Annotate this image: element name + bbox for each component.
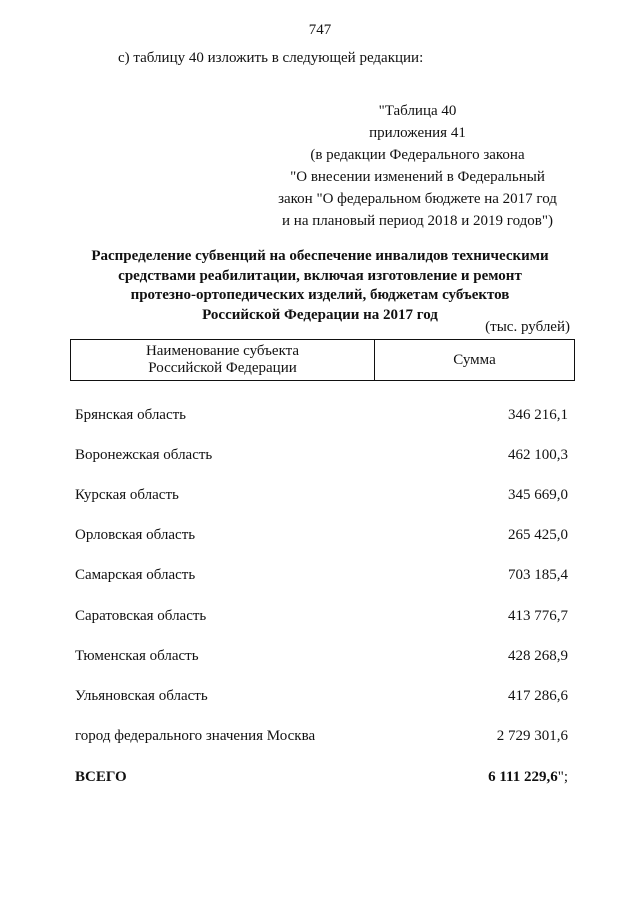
page-number: 747: [308, 22, 332, 38]
row-subject: Курская область: [75, 486, 179, 503]
row-subject: город федерального значения Москва: [75, 728, 316, 745]
row-amount: 265 425,0: [508, 527, 568, 544]
row-subject: Саратовская область: [75, 607, 207, 624]
header-subject-name-line: Российской Федерации: [148, 360, 297, 376]
header-subject-name-line: Наименование субъекта: [145, 343, 300, 359]
intro-text: с) таблицу 40 изложить в следующей редакции:: [118, 50, 424, 66]
table-row: [75, 596, 568, 636]
row-amount: 2 729 301,6: [496, 728, 568, 745]
table-row: [75, 435, 568, 475]
annex-line: и на плановый период 2018 и 2019 годов"): [282, 213, 553, 229]
table-body: [75, 395, 568, 798]
table-title-line: Российской Федерации на 2017 год: [202, 306, 438, 323]
row-amount: 345 669,0: [508, 486, 568, 503]
total-label: ВСЕГО: [75, 769, 127, 786]
table-row: [75, 395, 568, 435]
row-subject: Самарская область: [75, 567, 196, 584]
row-subject: Воронежская область: [75, 446, 213, 463]
row-amount: 462 100,3: [508, 446, 568, 463]
annex-line: (в редакции Федерального закона: [310, 147, 525, 163]
table-title: [60, 247, 580, 325]
table-row: [75, 475, 568, 515]
row-amount: 703 185,4: [508, 567, 568, 584]
table-title-line: Распределение субвенций на обеспечение инвалидов техническими: [91, 248, 549, 264]
total-amount: 6 111 229,6: [488, 769, 558, 786]
annex-heading: [255, 100, 580, 232]
row-amount: 413 776,7: [508, 607, 568, 624]
row-amount: 417 286,6: [508, 687, 568, 704]
table-row: [75, 636, 568, 676]
closing-quote: ";: [557, 769, 568, 786]
annex-line: приложения 41: [369, 125, 466, 141]
table-row: [75, 556, 568, 596]
table-row: [75, 717, 568, 757]
units-label: (тыс. рублей): [485, 319, 570, 335]
header-subject-name: [71, 340, 375, 380]
table-row: [75, 516, 568, 556]
total-amount-wrap: [488, 769, 568, 786]
row-amount: 428 268,9: [508, 647, 568, 664]
row-subject: Орловская область: [75, 527, 196, 544]
row-subject: Ульяновская область: [75, 687, 208, 704]
annex-line: закон "О федеральном бюджете на 2017 год: [278, 191, 557, 207]
annex-line: "О внесении изменений в Федеральный: [290, 169, 545, 185]
header-sum: Сумма: [453, 351, 496, 368]
table-header: [70, 339, 575, 381]
annex-line: "Таблица 40: [378, 103, 457, 119]
table-title-line: средствами реабилитации, включая изготовление и ремонт: [118, 267, 522, 284]
total-row: [75, 758, 568, 798]
table-row: [75, 676, 568, 716]
row-amount: 346 216,1: [508, 406, 568, 423]
row-subject: Брянская область: [75, 406, 187, 423]
row-subject: Тюменская область: [75, 647, 199, 664]
table-title-line: протезно-ортопедических изделий, бюджетам субъектов: [130, 287, 510, 303]
